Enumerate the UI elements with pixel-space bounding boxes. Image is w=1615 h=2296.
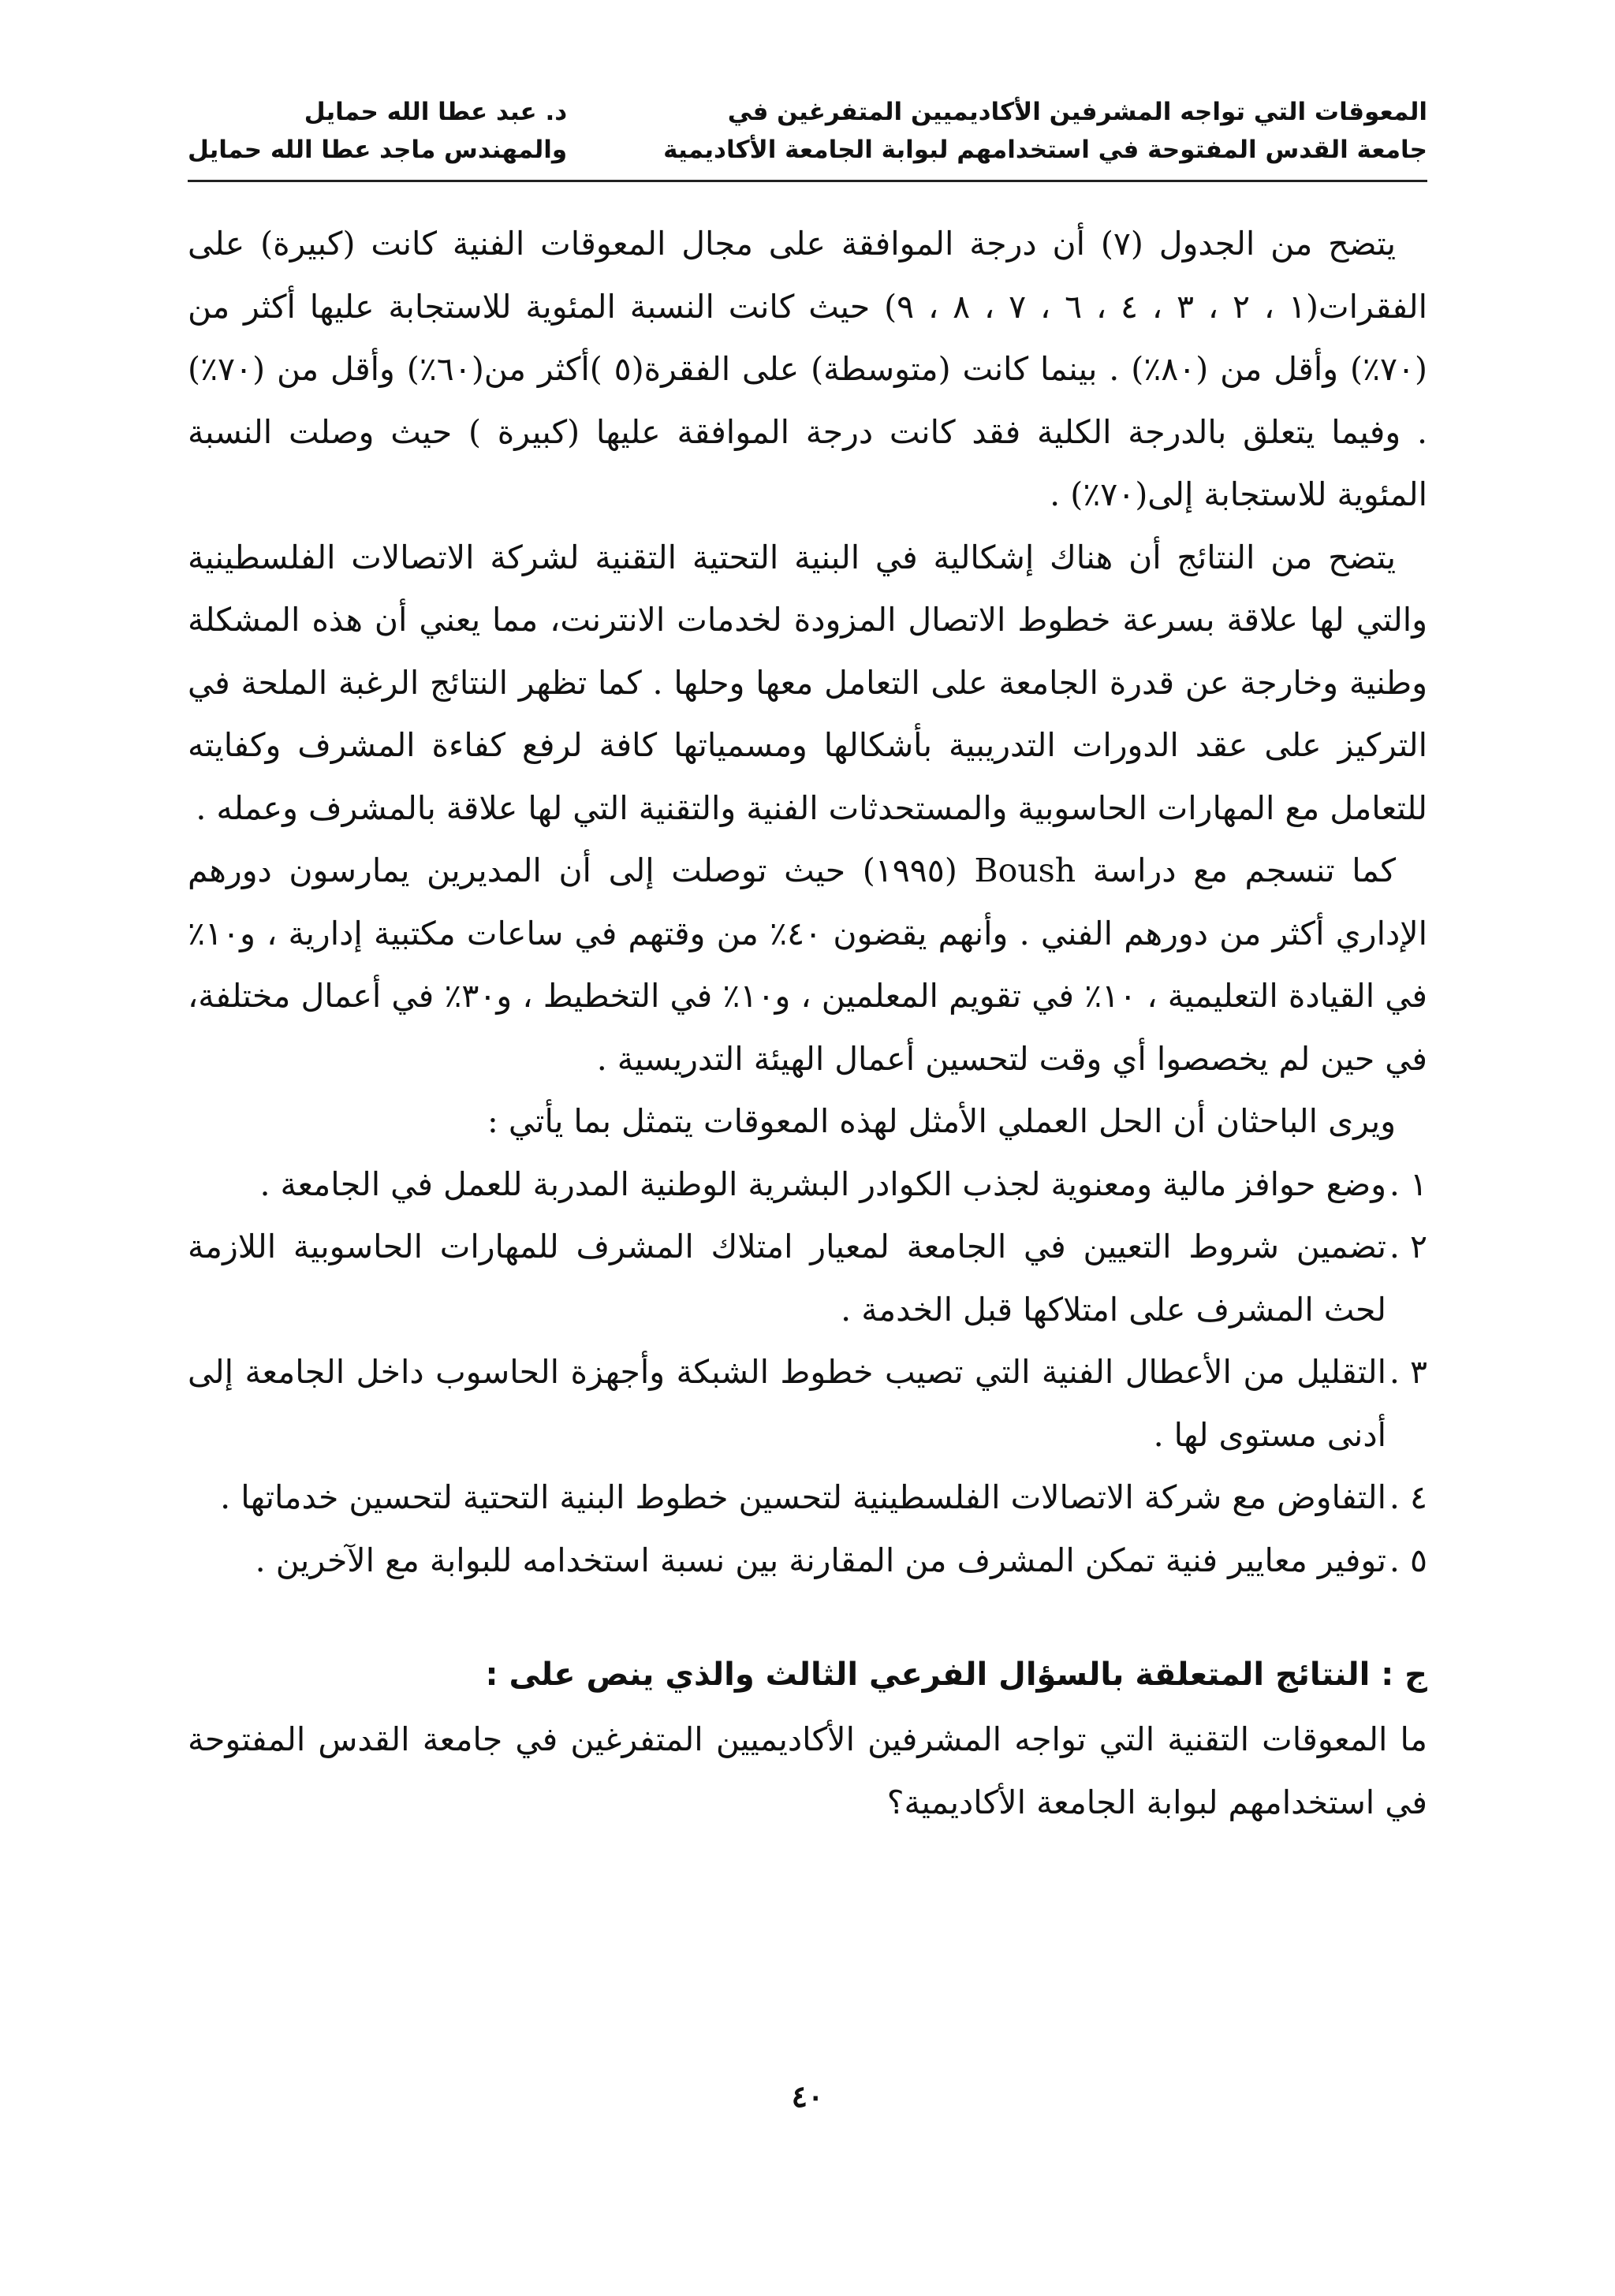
list-item (188, 1154, 1427, 1217)
header-author-1: د. عبد عطا الله حمايل (304, 98, 568, 126)
body-text (188, 213, 1427, 1834)
header-title-line-1: المعوقات التي تواجه المشرفين الأكاديميين المتفرغين في (727, 98, 1427, 126)
list-item (188, 1216, 1427, 1341)
list-item (188, 1530, 1427, 1593)
list-item-number: ٤ . (1389, 1478, 1427, 1516)
list-item-number: ١ . (1389, 1165, 1427, 1203)
list-item-text: وضع حوافز مالية ومعنوية لجذب الكوادر البشرية الوطنية المدربة للعمل في الجامعة . (259, 1165, 1386, 1203)
header-article-title (663, 93, 1427, 169)
paragraph-boush-study: كما تنسجم مع دراسة Boush (١٩٩٥) حيث توصلت إلى أن المديرين يمارسون دورهم الإداري أكثر من دورهم الفني . وأنهم يقضون ٤٠٪ من وقتهم في ساعات مكتبية إدارية ، و١٠٪ في القيادة التعليمية ، ١٠٪ في تقويم المعلمين ، و١٠٪ في التخطيط ، و٣٠٪ في أعمال مختلفة، في حين لم يخصصوا أي وقت لتحسين أعمال الهيئة التدريسية . (188, 852, 1428, 1078)
header-authors (188, 93, 567, 169)
page-number: ٤٠ (791, 2078, 824, 2114)
section-subheading: ج : النتائج المتعلقة بالسؤال الفرعي الثالث والذي ينص على : (485, 1657, 1427, 1693)
paragraph-infrastructure: يتضح من النتائج أن هناك إشكالية في البنية التحتية التقنية لشركة الاتصالات الفلسطينية والتي لها علاقة بسرعة خطوط الاتصال المزودة لخدمات الانترنت، مما يعني أن هذه المشكلة وطنية وخارجة عن قدرة الجامعة على التعامل معها وحلها . كما تظهر النتائج الرغبة الملحة في التركيز على عقد الدورات التدريبية بأشكالها ومسمياتها كافة لرفع كفاءة المشرف وكفايته للتعامل مع المهارات الحاسوبية والمستحدثات الفنية والتقنية التي لها علاقة بالمشرف وعمله . (188, 538, 1427, 827)
list-item-text: التقليل من الأعطال الفنية التي تصيب خطوط الشبكة وأجهزة الحاسوب داخل الجامعة إلى أدنى مستوى لها . (188, 1353, 1386, 1454)
research-question: ما المعوقات التقنية التي تواجه المشرفين الأكاديميين المتفرغين في جامعة القدس المفتوحة في استخدامهم لبوابة الجامعة الأكاديمية؟ (188, 1720, 1427, 1821)
paragraph-solutions-intro: ويرى الباحثان أن الحل العملي الأمثل لهذه المعوقات يتمثل بما يأتي : (487, 1102, 1396, 1140)
running-header (188, 93, 1427, 181)
list-item-text: التفاوض مع شركة الاتصالات الفلسطينية لتحسين خطوط البنية التحتية لتحسين خدماتها . (220, 1478, 1386, 1516)
list-item-number: ٥ . (1389, 1541, 1427, 1579)
list-item (188, 1341, 1427, 1467)
header-divider (188, 180, 1427, 182)
header-author-2: والمهندس ماجد عطا الله حمايل (188, 136, 568, 164)
list-item-text: تضمين شروط التعيين في الجامعة لمعيار امتلاك المشرف للمهارات الحاسوبية اللازمة لحث المشرف على امتلاكها قبل الخدمة . (188, 1228, 1386, 1329)
paragraph-table-results: يتضح من الجدول (٧) أن درجة الموافقة على مجال المعوقات الفنية كانت (كبيرة) على الفقرات(١ ، ٢ ، ٣ ، ٤ ، ٦ ، ٧ ، ٨ ، ٩) حيث كانت النسبة المئوية للاستجابة عليها أكثر من (٧٠٪) وأقل من (٨٠٪) . بينما كانت (متوسطة) على الفقرة(٥ )أكثر من(٦٠٪) وأقل من (٧٠٪) . وفيما يتعلق بالدرجة الكلية فقد كانت درجة الموافقة عليها (كبيرة ) حيث وصلت النسبة المئوية للاستجابة إلى(٧٠٪) . (188, 225, 1428, 513)
solutions-list (188, 1154, 1427, 1593)
list-item (188, 1467, 1427, 1530)
list-item-text: توفير معايير فنية تمكن المشرف من المقارنة بين نسبة استخدامه للبوابة مع الآخرين . (255, 1541, 1386, 1579)
list-item-number: ٣ . (1389, 1353, 1427, 1391)
list-item-number: ٢ . (1389, 1228, 1427, 1265)
header-title-line-2: جامعة القدس المفتوحة في استخدامهم لبوابة الجامعة الأكاديمية (663, 136, 1427, 164)
